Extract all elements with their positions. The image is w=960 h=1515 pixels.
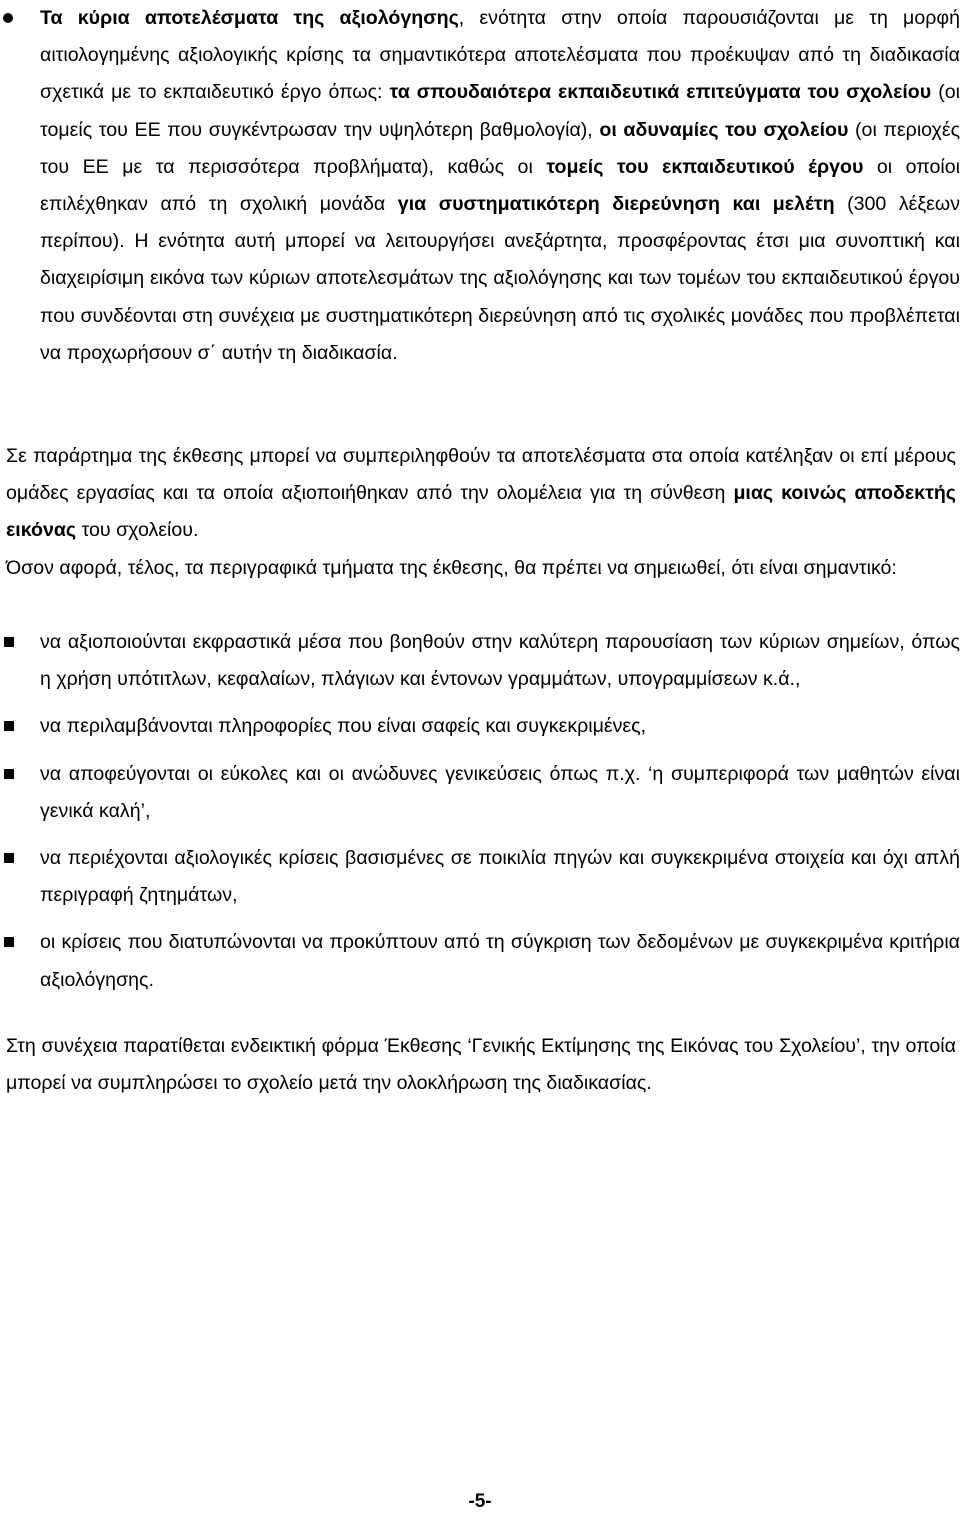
text-run: Σε παράρτημα της έκθεσης μπορεί να συμπεριληφθούν τα αποτελέσματα στα οποία κατέληξαν οι επί μέρους ομάδες εργασίας και τα οποία αξιοποιήθηκαν από την ολομέλεια για τη σύνθεση [6,445,956,505]
bullet-text [40,0,960,372]
paragraph-intro: Όσον αφορά, τέλος, τα περιγραφικά τμήματα της έκθεσης, θα πρέπει να σημειωθεί, ότι είναι σημαντικό: [6,557,897,579]
bullet-dot-icon [3,13,13,23]
list-item [0,624,960,698]
list-item [0,708,960,745]
bold-phrase: μιας κοινώς αποδεκτής εικόνας [6,482,956,542]
list-item-text: οι κρίσεις που διατυπώνονται να προκύπτουν από τη σύγκριση των δεδομένων με συγκεκριμένα κριτήρια αξιολόγησης. [40,931,960,991]
square-bullet-icon [4,853,14,863]
text-run: , ενότητα στην οποία παρουσιάζονται με τη μορφή αιτιολογημένης αξιολογικής κρίσης τα σημαντικότερα αποτελέσματα που προέκυψαν από τη διαδικασία σχετικά με το εκπαιδευτικό έργο όπως: [40,7,960,104]
square-bullet-icon [4,937,14,947]
bold-phrase: οι αδυναμίες του σχολείου [599,118,849,141]
square-bullet-icon [4,637,14,647]
requirements-list [0,624,960,999]
list-item [0,924,960,998]
list-item-text: να αποφεύγονται οι εύκολες και οι ανώδυνες γενικεύσεις όπως π.χ. ‘η συμπεριφορά των μαθητών είναι γενικά καλή’, [40,762,960,822]
paragraph-appendix [6,438,956,550]
list-item [0,756,960,830]
bold-phrase: για συστηματικότερη διερεύνηση και μελέτη [397,193,835,216]
bold-phrase: τα σπουδαιότερα εκπαιδευτικά επιτεύγματα του σχολείου [389,81,932,104]
list-item-text: να περιλαμβάνονται πληροφορίες που είναι σαφείς και συγκεκριμένες, [40,715,647,738]
bold-phrase: Τα κύρια αποτελέσματα της αξιολόγησης [40,7,459,29]
square-bullet-icon [4,769,14,779]
paragraph-closing: Στη συνέχεια παρατίθεται ενδεικτική φόρμα Έκθεσης ‘Γενικής Εκτίμησης της Εικόνας του Σχολείου’, την οποία μπορεί να συμπληρώσει το σχολείο μετά την ολοκλήρωση της διαδικασίας. [6,1035,956,1095]
bold-phrase: τομείς του εκπαιδευτικού έργου [546,155,864,178]
page-number: -5- [468,1491,492,1512]
list-item [0,840,960,914]
text-run: του σχολείου. [76,519,199,542]
text-run: οι οποίοι επιλέχθηκαν από τη σχολική μονάδα [40,155,960,216]
square-bullet-icon [4,721,14,731]
text-run: (οι περιοχές του ΕΕ με τα περισσότερα προβλήματα), καθώς οι [40,118,960,178]
text-run: (οι τομείς του ΕΕ που συγκέντρωσαν την υψηλότερη βαθμολογία), [40,81,960,141]
text-run: (300 λέξεων περίπου). Η ενότητα αυτή μπορεί να λειτουργήσει ανεξάρτητα, προσφέροντας έτσι μια συνοπτική και διαχειρίσιμη εικόνα των κύριων αποτελεσμάτων της αξιολόγησης και των τομέων του εκπαιδευτικού έργου που συνδέονται στη συνέχεια με συστηματικότερη διερεύνηση από τις σχολικές μονάδες που προβλέπεται να προχωρήσουν σ΄ αυτήν τη διαδικασία. [40,193,960,364]
list-item-text: να αξιοποιούνται εκφραστικά μέσα που βοηθούν στην καλύτερη παρουσίαση των κύριων σημείων, όπως η χρήση υπότιτλων, κεφαλαίων, πλάγιων και έντονων γραμμάτων, υπογραμμίσεων κ.ά., [40,631,960,691]
list-item-text: να περιέχονται αξιολογικές κρίσεις βασισμένες σε ποικιλία πηγών και συγκεκριμένα στοιχεία και όχι απλή περιγραφή ζητημάτων, [40,847,960,907]
